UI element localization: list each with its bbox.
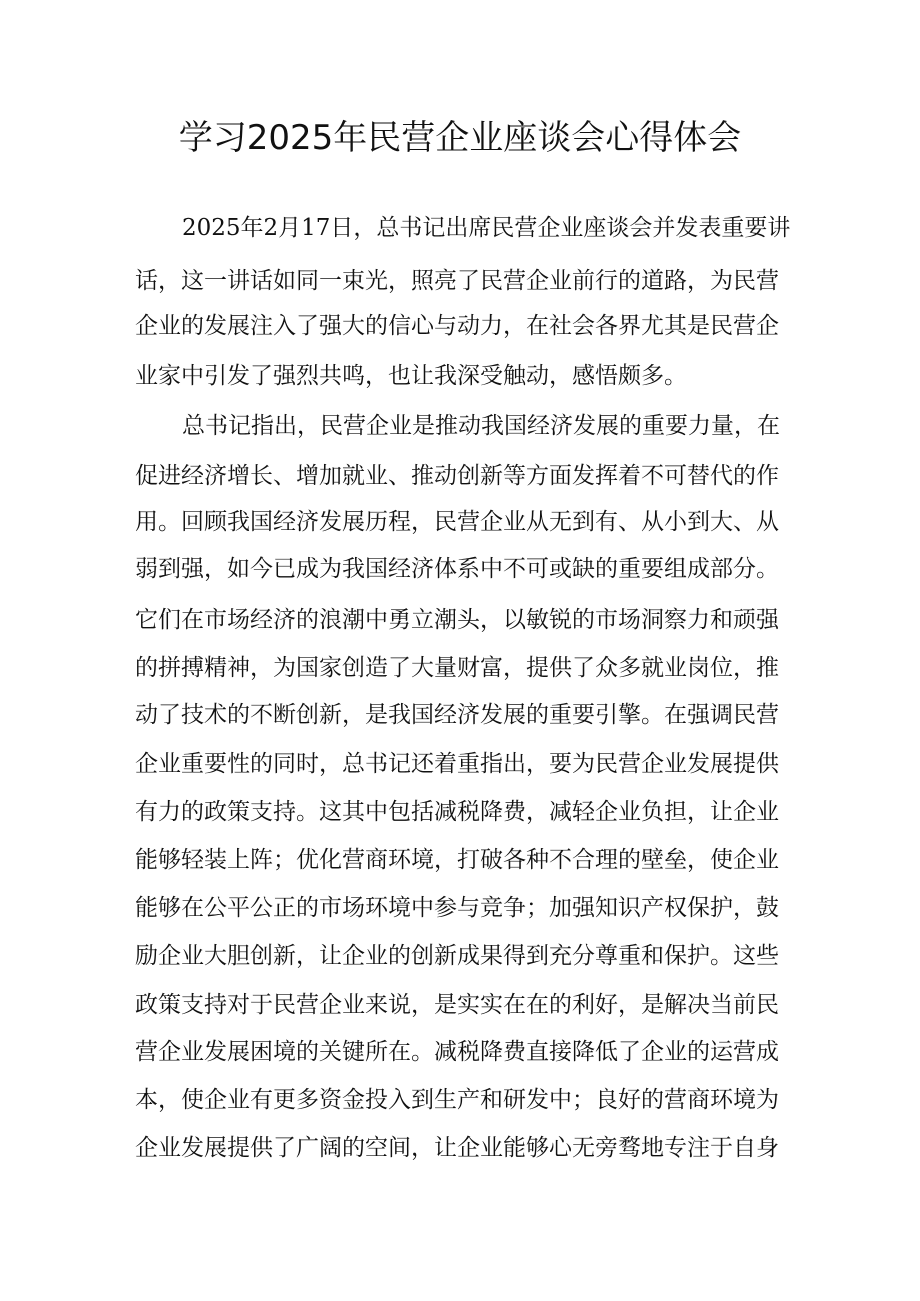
paragraph-line: 企业发展提供了广阔的空间，让企业能够心无旁骛地专注于自身 [135, 1135, 779, 1161]
document-title: 学习2025年民营企业座谈会心得体会 [178, 118, 742, 158]
paragraph-line: 促进经济增长、增加就业、推动创新等方面发挥着不可替代的作 [135, 463, 779, 489]
paragraph-line: 企业重要性的同时，总书记还着重指出，要为民营企业发展提供 [135, 751, 779, 777]
paragraph-line: 本，使企业有更多资金投入到生产和研发中；良好的营商环境为 [135, 1087, 779, 1113]
paragraph-line: 能够轻装上阵；优化营商环境，打破各种不合理的壁垒，使企业 [135, 847, 779, 873]
paragraph-line: 的拼搏精神，为国家创造了大量财富，提供了众多就业岗位，推 [135, 655, 779, 681]
paragraph-line: 能够在公平公正的市场环境中参与竞争；加强知识产权保护，鼓 [135, 895, 779, 921]
paragraph-line: 业家中引发了强烈共鸣，也让我深受触动，感悟颇多。 [135, 363, 687, 389]
paragraph-line: 政策支持对于民营企业来说，是实实在在的利好，是解决当前民 [135, 992, 779, 1018]
paragraph-line: 企业的发展注入了强大的信心与动力，在社会各界尤其是民营企 [135, 313, 779, 339]
paragraph-line: 动了技术的不断创新，是我国经济发展的重要引擎。在强调民营 [135, 702, 779, 728]
paragraph-line: 励企业大胆创新，让企业的创新成果得到充分尊重和保护。这些 [135, 943, 779, 969]
paragraph-line: 有力的政策支持。这其中包括减税降费，减轻企业负担，让企业 [135, 799, 779, 825]
paragraph-line: 2025年2月17日，总书记出席民营企业座谈会并发表重要讲 [182, 215, 791, 241]
paragraph-line: 它们在市场经济的浪潮中勇立潮头，以敏锐的市场洞察力和顽强 [135, 607, 779, 633]
paragraph-line: 用。回顾我国经济发展历程，民营企业从无到有、从小到大、从 [135, 509, 779, 535]
paragraph-line: 营企业发展困境的关键所在。减税降费直接降低了企业的运营成 [135, 1039, 779, 1065]
paragraph-line: 话，这一讲话如同一束光，照亮了民营企业前行的道路，为民营 [135, 268, 779, 294]
paragraph-line: 弱到强，如今已成为我国经济体系中不可或缺的重要组成部分。 [135, 556, 779, 582]
paragraph-line: 总书记指出，民营企业是推动我国经济发展的重要力量，在 [182, 413, 780, 439]
